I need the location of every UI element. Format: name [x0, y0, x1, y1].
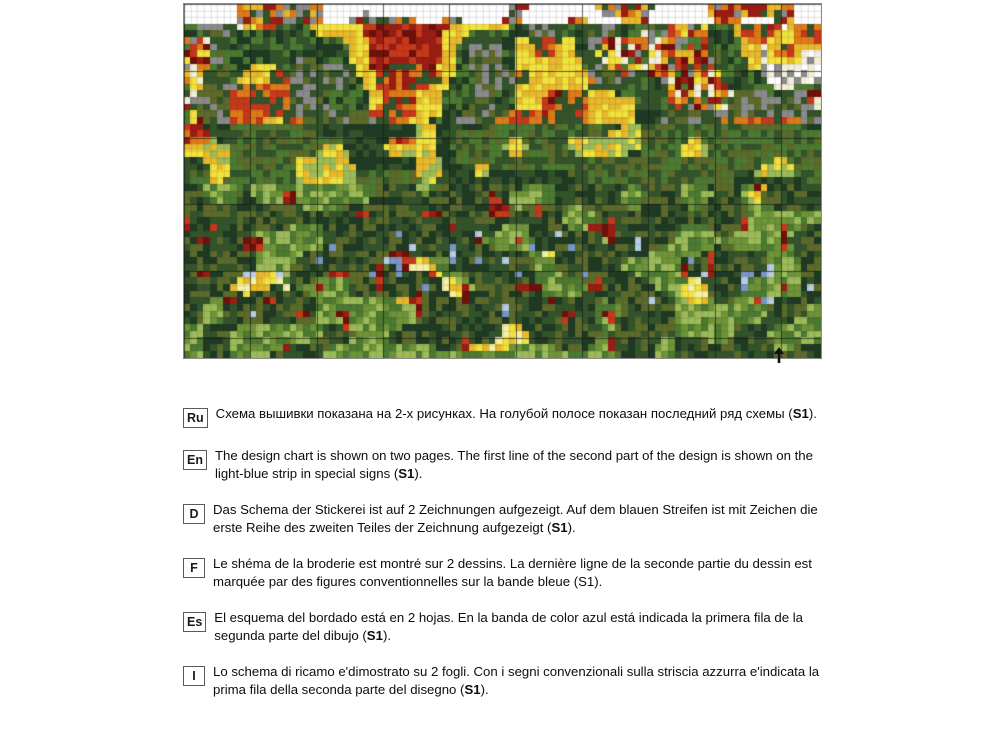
chart-grid-canvas — [184, 4, 821, 358]
note-french — [183, 555, 823, 590]
note-text: Le shéma de la broderie est montré sur 2 dessins. La dernière ligne de la seconde partie du dessin est marquée par des figures conventionnelles sur la bande bleue (S1). — [213, 556, 812, 589]
note-text: El esquema del bordado está en 2 hojas. En la banda de color azul está indicada la primera fila de la segunda parte del dibujo (S1). — [214, 610, 803, 643]
note-russian — [183, 405, 823, 428]
note-text: Схема вышивки показана на 2-х рисунках. На голубой полосе показан последний ряд схемы (S1). — [215, 406, 817, 421]
language-badge: En — [183, 450, 207, 470]
note-text: Lo schema di ricamo e'dimostrato su 2 fogli. Con i segni convenzionali sulla striscia azzurra e'indicata la prima fila della seconda parte del disegno (S1). — [213, 664, 820, 697]
note-spanish — [183, 609, 823, 644]
language-badge: Ru — [183, 408, 208, 428]
cross-stitch-chart — [183, 3, 822, 359]
language-badge: D — [183, 504, 205, 524]
language-badge: Es — [183, 612, 206, 632]
note-text: Das Schema der Stickerei ist auf 2 Zeichnungen aufgezeigt. Auf dem blauen Streifen ist mit Zeichen die erste Reihe des zweiten Teiles der Zeichnung aufgezeigt (S1). — [213, 502, 818, 535]
language-badge: F — [183, 558, 205, 578]
multilingual-notes — [183, 405, 823, 717]
language-badge: I — [183, 666, 205, 686]
note-german — [183, 501, 823, 536]
note-italian — [183, 663, 823, 698]
note-english — [183, 447, 823, 482]
note-text: The design chart is shown on two pages. The first line of the second part of the design is shown on the light-blue strip in special signs (S1). — [214, 448, 813, 481]
